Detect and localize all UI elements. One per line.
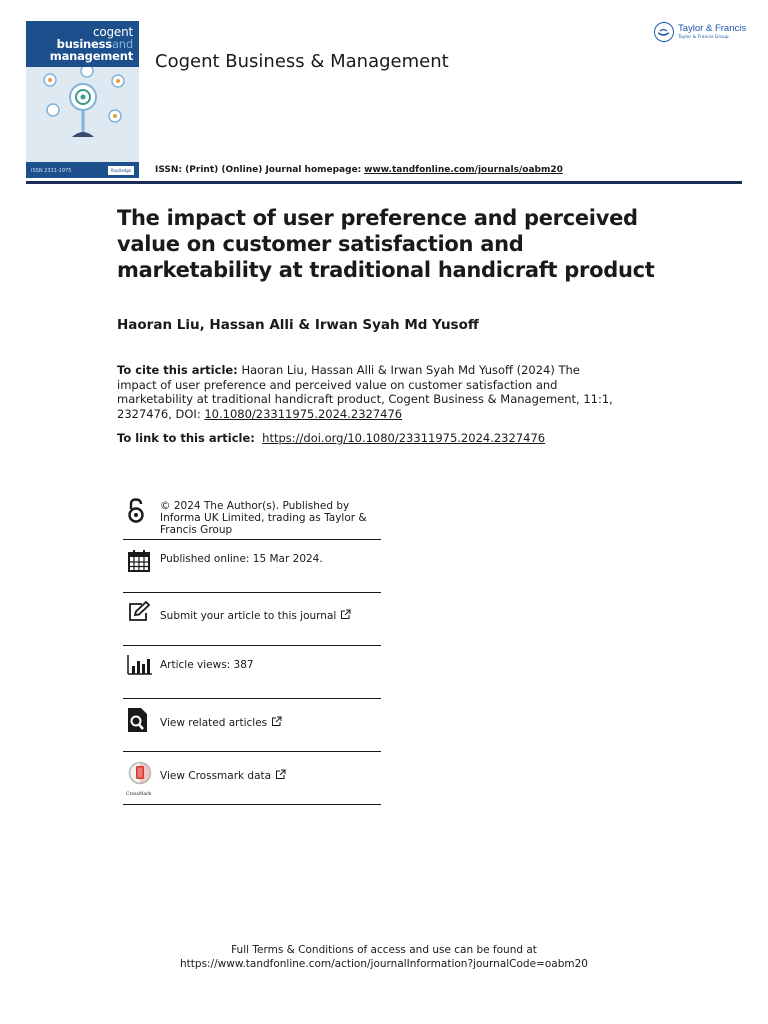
article-link-line bbox=[117, 431, 545, 445]
journal-name: Cogent Business & Management bbox=[155, 51, 449, 72]
terms-line: Full Terms & Conditions of access and use can be found at bbox=[231, 944, 537, 956]
submit-row[interactable] bbox=[123, 593, 381, 646]
issn-line bbox=[155, 165, 563, 175]
article-views: Article views: 387 bbox=[160, 659, 254, 671]
views-row bbox=[123, 646, 381, 699]
cover-illustration bbox=[26, 67, 139, 162]
cover-title-line3: management bbox=[49, 49, 133, 63]
tf-logo-name: Taylor & Francis bbox=[678, 23, 747, 34]
license-row bbox=[123, 493, 381, 540]
crossmark-icon bbox=[127, 761, 153, 797]
document-search-icon bbox=[127, 707, 149, 737]
terms-url[interactable]: https://www.tandfonline.com/action/journalInformation?journalCode=oabm20 bbox=[180, 958, 588, 970]
bar-chart-icon bbox=[127, 654, 153, 680]
article-title: The impact of user preference and perceived value on customer satisfaction and marketability at traditional handicraft product bbox=[117, 206, 655, 282]
external-link-icon bbox=[340, 609, 351, 623]
taylor-francis-logo[interactable] bbox=[654, 22, 754, 46]
article-info-list bbox=[123, 493, 381, 805]
published-row bbox=[123, 540, 381, 593]
journal-cover bbox=[26, 21, 139, 178]
related-articles-link[interactable]: View related articles bbox=[160, 716, 282, 730]
cover-footer-band bbox=[26, 162, 139, 178]
header-divider bbox=[26, 181, 742, 184]
open-access-icon bbox=[127, 498, 145, 528]
tf-logo-group: Taylor & Francis Group bbox=[678, 35, 729, 40]
terms-footer bbox=[0, 943, 768, 971]
issn-label: ISSN: (Print) (Online) Journal homepage: bbox=[155, 165, 362, 175]
submit-article-link[interactable]: Submit your article to this journal bbox=[160, 609, 351, 623]
published-date: Published online: 15 Mar 2024. bbox=[160, 553, 323, 565]
related-row[interactable] bbox=[123, 699, 381, 752]
external-link-icon bbox=[271, 716, 282, 730]
citation-doi-link[interactable]: 10.1080/23311975.2024.2327476 bbox=[204, 406, 403, 421]
crossmark-caption: CrossMark bbox=[126, 792, 152, 797]
license-text: © 2024 The Author(s). Published by Informa UK Limited, trading as Taylor & Francis Group bbox=[160, 500, 367, 536]
article-doi-link[interactable]: https://doi.org/10.1080/23311975.2024.2327476 bbox=[262, 431, 546, 445]
tf-book-icon bbox=[655, 23, 672, 40]
article-link-label: To link to this article: bbox=[117, 431, 255, 445]
journal-homepage-link[interactable]: www.tandfonline.com/journals/oabm20 bbox=[364, 165, 563, 175]
citation bbox=[117, 363, 617, 421]
calendar-icon bbox=[127, 549, 151, 577]
cover-title-line1: cogent bbox=[92, 25, 133, 39]
tf-logo-icon bbox=[654, 22, 674, 42]
external-link-icon bbox=[275, 769, 286, 783]
cover-title-line2: businessand bbox=[56, 37, 133, 51]
article-authors: Haoran Liu, Hassan Alli & Irwan Syah Md Yusoff bbox=[117, 317, 479, 333]
cover-title bbox=[50, 26, 133, 62]
citation-text: Haoran Liu, Hassan Alli & Irwan Syah Md Yusoff (2024) The impact of user preference and perceived value on customer satisfaction and marketability at traditional handicraft product, Cogent Business & Management, 11:1, 2327476, DOI: bbox=[117, 363, 613, 421]
cover-publisher-logo: Routledge bbox=[108, 166, 134, 175]
citation-label: To cite this article: bbox=[117, 363, 238, 377]
crossmark-row[interactable] bbox=[123, 752, 381, 805]
cover-issn: ISSN 2331-1975 bbox=[31, 168, 72, 174]
edit-icon bbox=[127, 601, 151, 627]
crossmark-link[interactable]: View Crossmark data bbox=[160, 769, 286, 783]
